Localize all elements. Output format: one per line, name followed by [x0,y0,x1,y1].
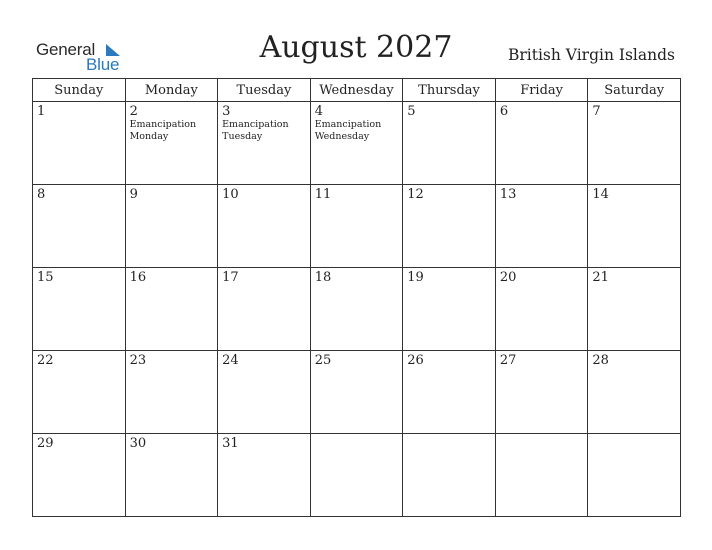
weekday-header: Tuesday [218,79,311,102]
weekday-header: Friday [495,79,588,102]
day-number: 28 [592,353,609,368]
week-row [33,268,681,351]
day-number: 18 [314,270,332,285]
day-cell [125,351,218,434]
holiday-label: Emancipation Tuesday [222,119,289,142]
day-cell [588,102,681,185]
day-cell [310,434,403,517]
day-number: 24 [222,353,239,368]
day-number: 11 [314,187,332,202]
day-number: 3 [222,104,231,119]
day-cell [495,102,588,185]
weekday-header: Saturday [588,79,681,102]
day-cell [33,102,126,185]
day-number: 6 [499,104,509,119]
page-title: August 2027 [259,30,453,65]
day-number: 2 [129,104,138,119]
day-cell [125,434,218,517]
calendar-grid [32,78,681,517]
weekday-header: Monday [125,79,218,102]
day-number: 14 [592,187,609,202]
day-cell [218,185,311,268]
day-cell [125,185,218,268]
day-number: 23 [129,353,147,368]
day-number: 30 [129,436,147,451]
day-cell [588,185,681,268]
region-label: British Virgin Islands [507,46,675,64]
day-number: 25 [314,353,332,368]
day-cell [310,351,403,434]
day-cell [125,102,218,185]
day-cell [495,185,588,268]
day-number: 7 [592,104,601,119]
day-cell [588,351,681,434]
logo-text-general: General [36,40,96,59]
day-cell [33,351,126,434]
day-number: 26 [407,353,424,368]
day-cell [218,351,311,434]
day-number: 17 [222,270,239,285]
week-row [33,351,681,434]
day-number: 10 [222,187,239,202]
day-cell [495,351,588,434]
day-number: 4 [314,104,323,119]
day-number: 5 [407,104,416,119]
day-cell [310,102,403,185]
day-number: 12 [407,187,424,202]
weekday-header: Thursday [403,79,496,102]
day-cell [33,185,126,268]
day-cell [495,434,588,517]
day-number: 9 [129,187,138,202]
logo-text-blue: Blue [86,55,120,74]
day-cell [218,268,311,351]
day-number: 22 [37,353,54,368]
day-cell [403,185,496,268]
day-number: 21 [592,270,609,285]
day-cell [495,268,588,351]
day-number: 27 [499,353,517,368]
day-cell [588,434,681,517]
day-cell [218,102,311,185]
day-cell [403,102,496,185]
weekday-header-row [33,79,681,102]
day-number: 8 [37,187,46,202]
day-number: 29 [37,436,54,451]
holiday-label: Emancipation Wednesday [314,119,382,142]
day-cell [588,268,681,351]
day-number: 20 [499,270,517,285]
week-row [33,185,681,268]
day-cell [403,351,496,434]
day-number: 19 [407,270,424,285]
day-cell [310,268,403,351]
day-number: 31 [222,436,239,451]
week-row [33,434,681,517]
day-number: 1 [37,104,46,119]
day-cell [33,268,126,351]
day-number: 15 [37,270,54,285]
day-number: 16 [129,270,147,285]
calendar-body [33,102,681,517]
week-row [33,102,681,185]
day-cell [310,185,403,268]
weekday-header: Wednesday [310,79,403,102]
weekday-header: Sunday [33,79,126,102]
day-cell [403,268,496,351]
day-number: 13 [499,187,517,202]
day-cell [403,434,496,517]
day-cell [125,268,218,351]
holiday-label: Emancipation Monday [129,119,197,142]
day-cell [218,434,311,517]
day-cell [33,434,126,517]
